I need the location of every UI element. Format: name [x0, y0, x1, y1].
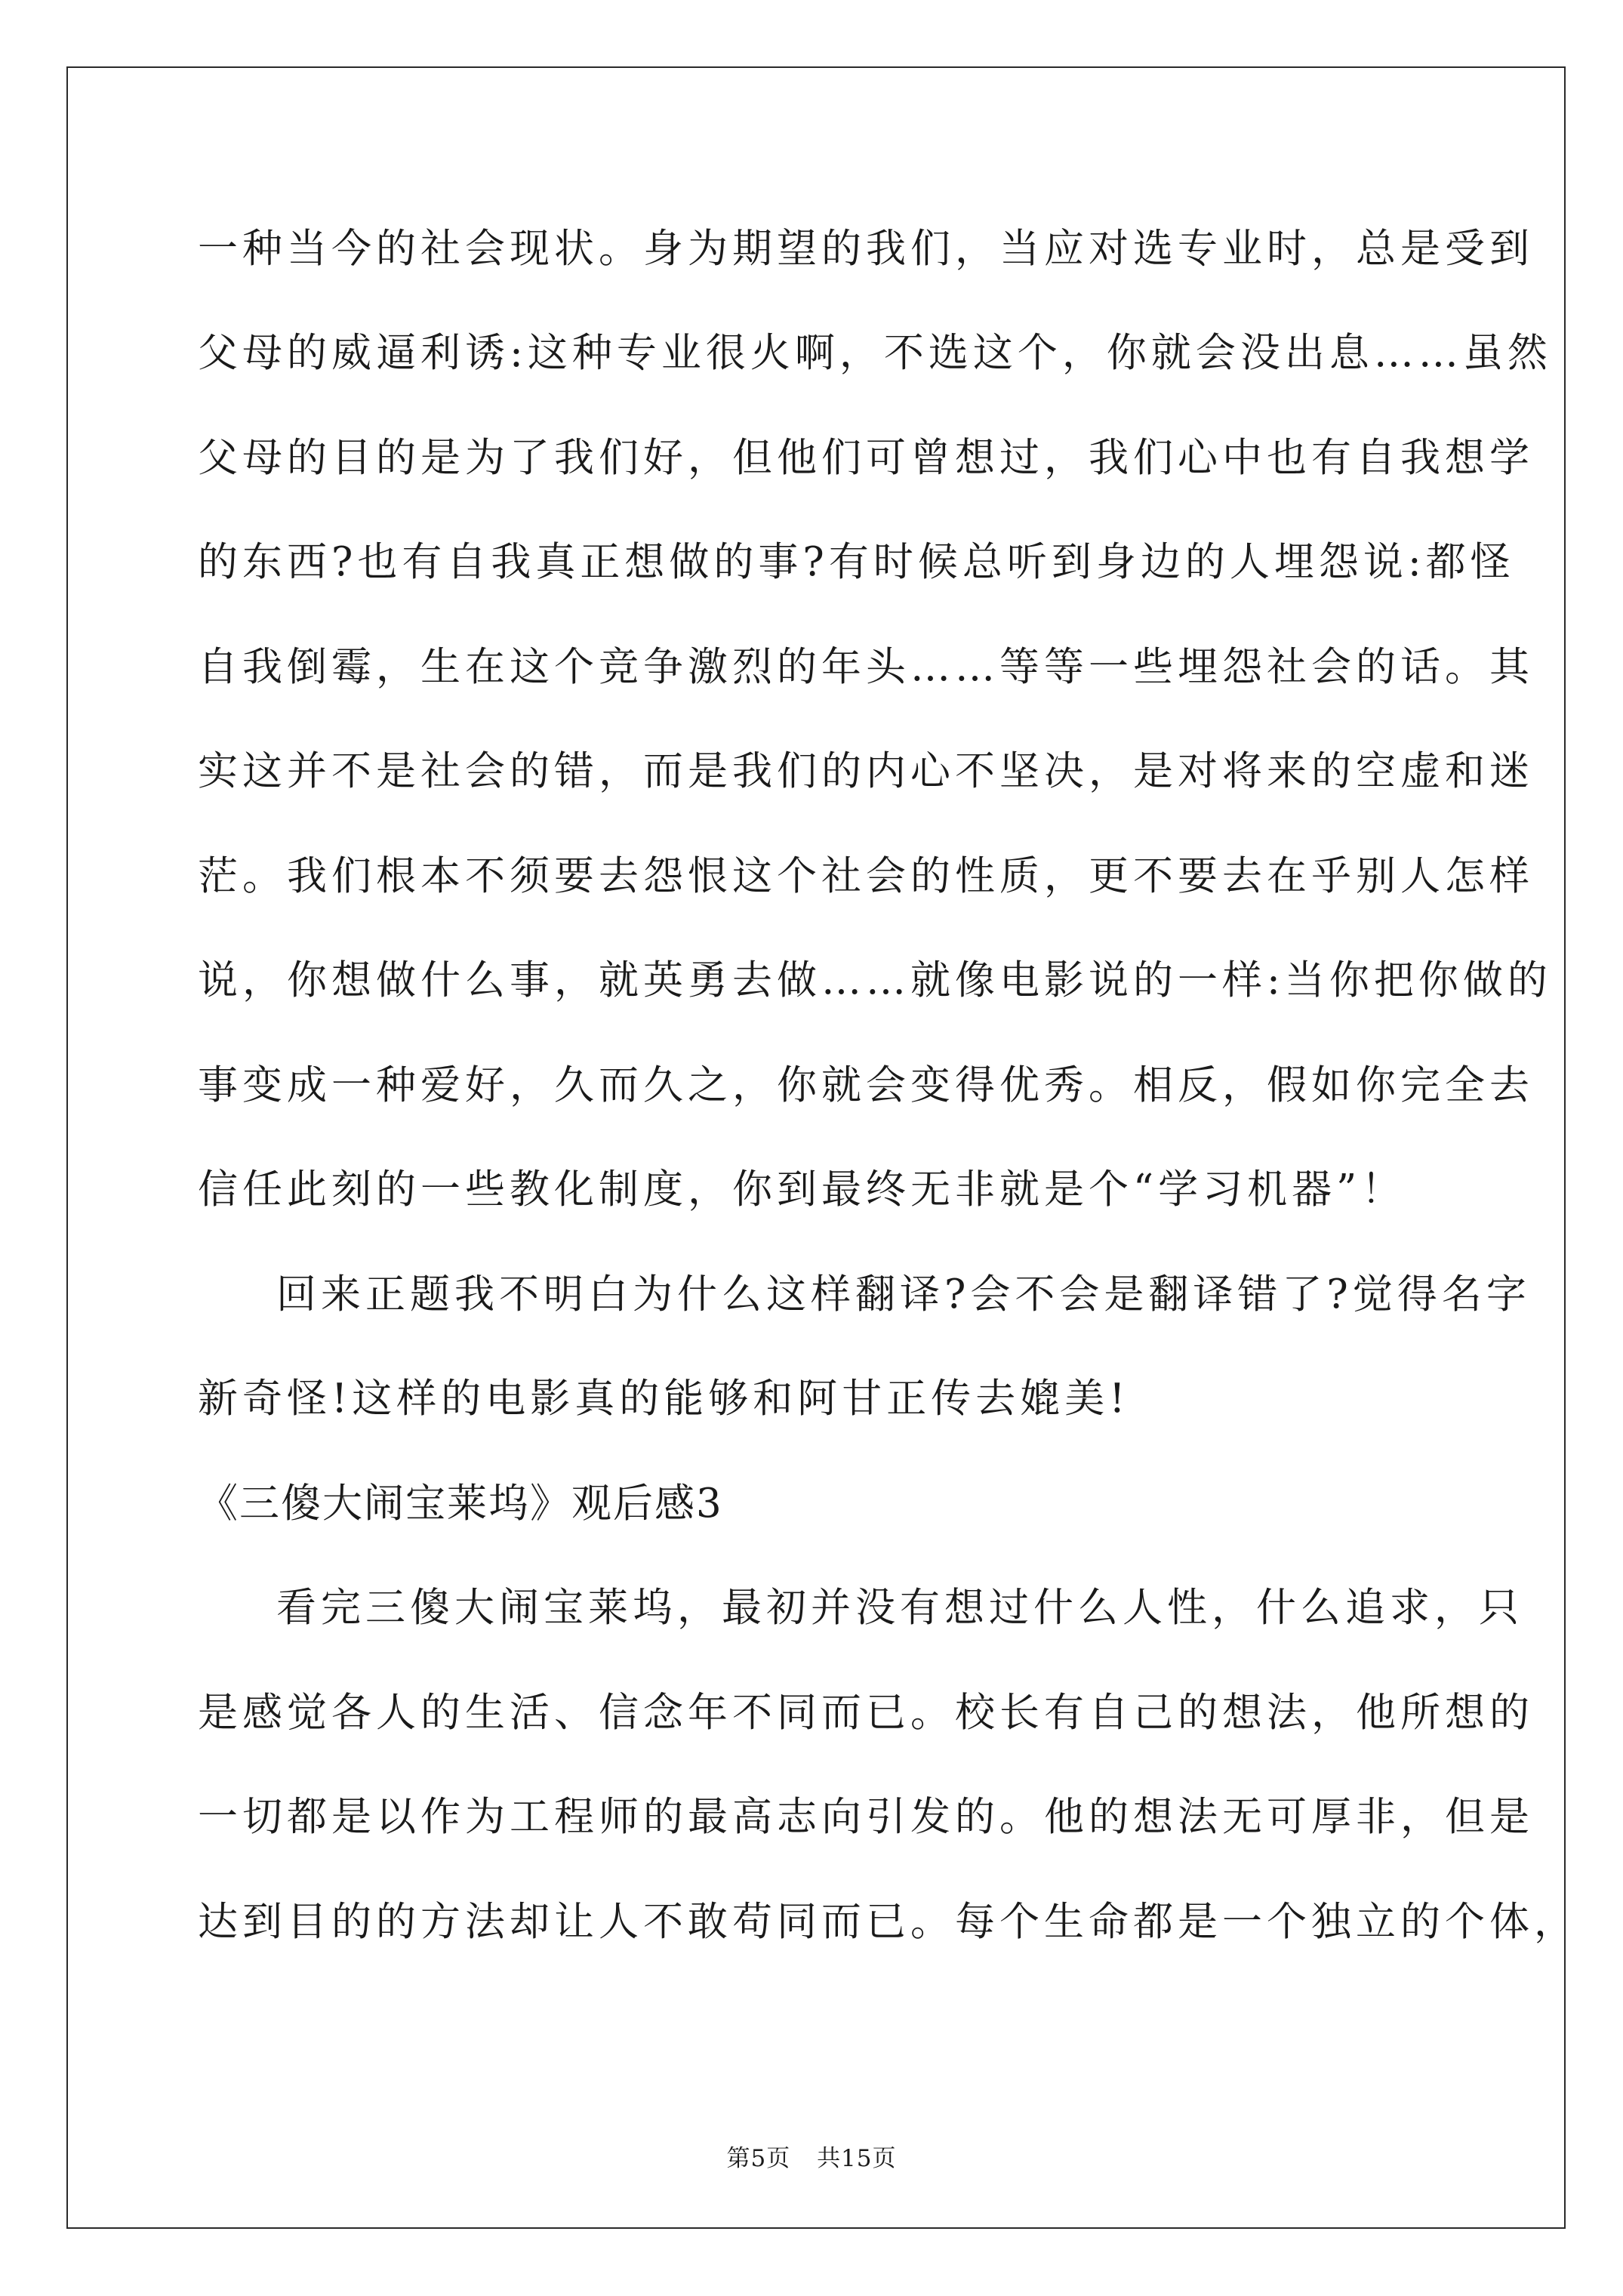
body-line-12: 新奇怪!这样的电影真的能够和阿甘正传去媲美!	[198, 1376, 1130, 1422]
section-heading: 《三傻大闹宝莱坞》观后感3	[198, 1481, 723, 1527]
body-line-5: 自我倒霉，生在这个竞争激烈的年头……等等一些埋怨社会的话。其	[198, 644, 1534, 690]
body-line-6: 实这并不是社会的错，而是我们的内心不坚决，是对将来的空虚和迷	[198, 748, 1534, 794]
body-line-14: 是感觉各人的生活、信念年不同而已。校长有自己的想法，他所想的	[198, 1690, 1534, 1736]
page-number-total: 共15页	[817, 2145, 897, 2172]
body-line-16: 达到目的的方法却让人不敢苟同而已。每个生命都是一个独立的个体，	[198, 1899, 1578, 1945]
body-line-11: 回来正题我不明白为什么这样翻译?会不会是翻译错了?觉得名字	[276, 1271, 1531, 1318]
body-line-9: 事变成一种爱好，久而久之，你就会变得优秀。相反，假如你完全去	[198, 1062, 1534, 1108]
page-number-current: 第5页	[726, 2145, 791, 2172]
body-line-2: 父母的威逼利诱:这种专业很火啊，不选这个，你就会没出息……虽然	[198, 330, 1552, 376]
body-line-7: 茫。我们根本不须要去怨恨这个社会的性质，更不要去在乎别人怎样	[198, 853, 1534, 899]
body-line-10: 信任此刻的一些教化制度，你到最终无非就是个“学习机器”！	[198, 1166, 1406, 1213]
body-line-3: 父母的目的是为了我们好，但他们可曾想过，我们心中也有自我想学	[198, 435, 1534, 481]
page-footer	[0, 2139, 1623, 2173]
body-line-15: 一切都是以作为工程师的最高志向引发的。他的想法无可厚非，但是	[198, 1794, 1534, 1840]
body-line-4: 的东西?也有自我真正想做的事?有时候总听到身边的人埋怨说:都怪	[198, 539, 1515, 585]
body-line-1: 一种当今的社会现状。身为期望的我们，当应对选专业时，总是受到	[198, 226, 1534, 272]
body-line-13: 看完三傻大闹宝莱坞，最初并没有想过什么人性，什么追求，只	[276, 1585, 1523, 1631]
body-line-8: 说，你想做什么事，就英勇去做……就像电影说的一样:当你把你做的	[198, 957, 1552, 1003]
